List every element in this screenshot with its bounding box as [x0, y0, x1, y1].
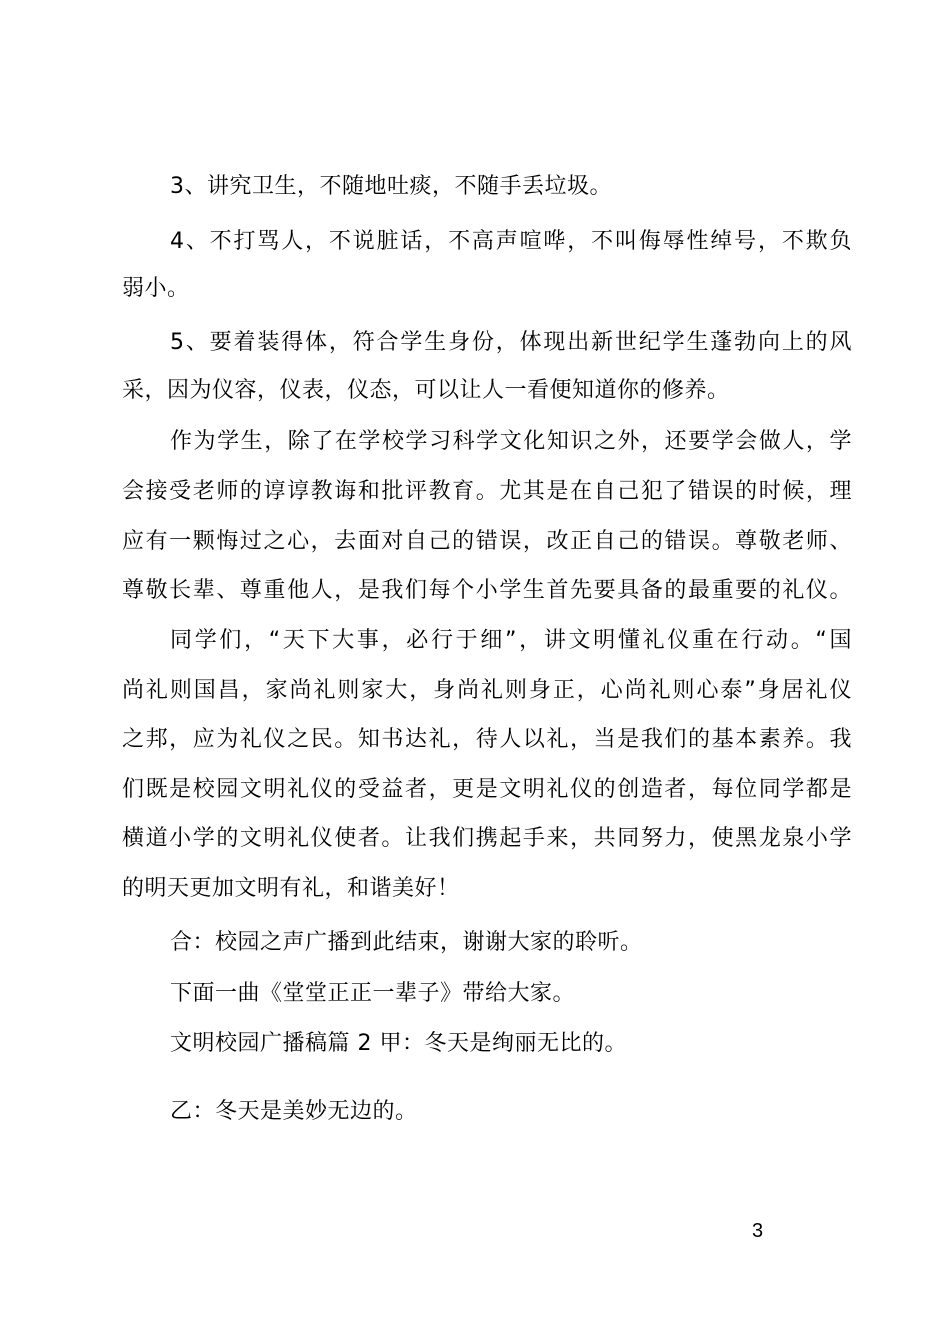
paragraph-line: 尚礼则国昌，家尚礼则家大，身尚礼则身正，心尚礼则心泰”身居礼仪 — [122, 678, 852, 703]
paragraph-line: 4、不打骂人，不说脏话，不高声喧哗，不叫侮辱性绰号，不欺负 — [170, 229, 852, 254]
paragraph-line: 横道小学的文明礼仪使者。让我们携起手来，共同努力，使黑龙泉小学 — [122, 826, 852, 851]
paragraph-line: 之邦，应为礼仪之民。知书达礼，待人以礼，当是我们的基本素养。我 — [122, 727, 852, 752]
paragraph-line: 会接受老师的谆谆教诲和批评教育。尤其是在自己犯了错误的时候，理 — [122, 479, 852, 504]
paragraph-line: 5、要着装得体，符合学生身份，体现出新世纪学生蓬勃向上的风 — [170, 330, 852, 355]
paragraph-line: 应有一颗悔过之心，去面对自己的错误，改正自己的错误。尊敬老师、 — [122, 529, 852, 554]
paragraph-line: 文明校园广播稿篇 2 甲：冬天是绚丽无比的。 — [170, 1031, 627, 1056]
paragraph-line: 弱小。 — [122, 276, 190, 301]
paragraph-line: 同学们，“天下大事，必行于细”，讲文明懂礼仪重在行动。“国 — [170, 628, 852, 653]
paragraph-line: 下面一曲《堂堂正正一辈子》带给大家。 — [170, 981, 576, 1006]
paragraph-line: 3、讲究卫生，不随地吐痰，不随手丢垃圾。 — [170, 174, 612, 199]
paragraph-line: 乙：冬天是美妙无边的。 — [170, 1099, 418, 1124]
paragraph-line: 的明天更加文明有礼，和谐美好！ — [122, 876, 460, 901]
paragraph-line: 尊敬长辈、尊重他人，是我们每个小学生首先要具备的最重要的礼仪。 — [122, 578, 852, 603]
paragraph-line: 作为学生，除了在学校学习科学文化知识之外，还要学会做人，学 — [170, 429, 852, 454]
paragraph-line: 采，因为仪容，仪表，仪态，可以让人一看便知道你的修养。 — [122, 378, 730, 403]
paragraph-line: 们既是校园文明礼仪的受益者，更是文明礼仪的创造者，每位同学都是 — [122, 777, 852, 802]
paragraph-line: 合：校园之声广播到此结束，谢谢大家的聆听。 — [170, 930, 643, 955]
page-number: 3 — [752, 1220, 764, 1242]
